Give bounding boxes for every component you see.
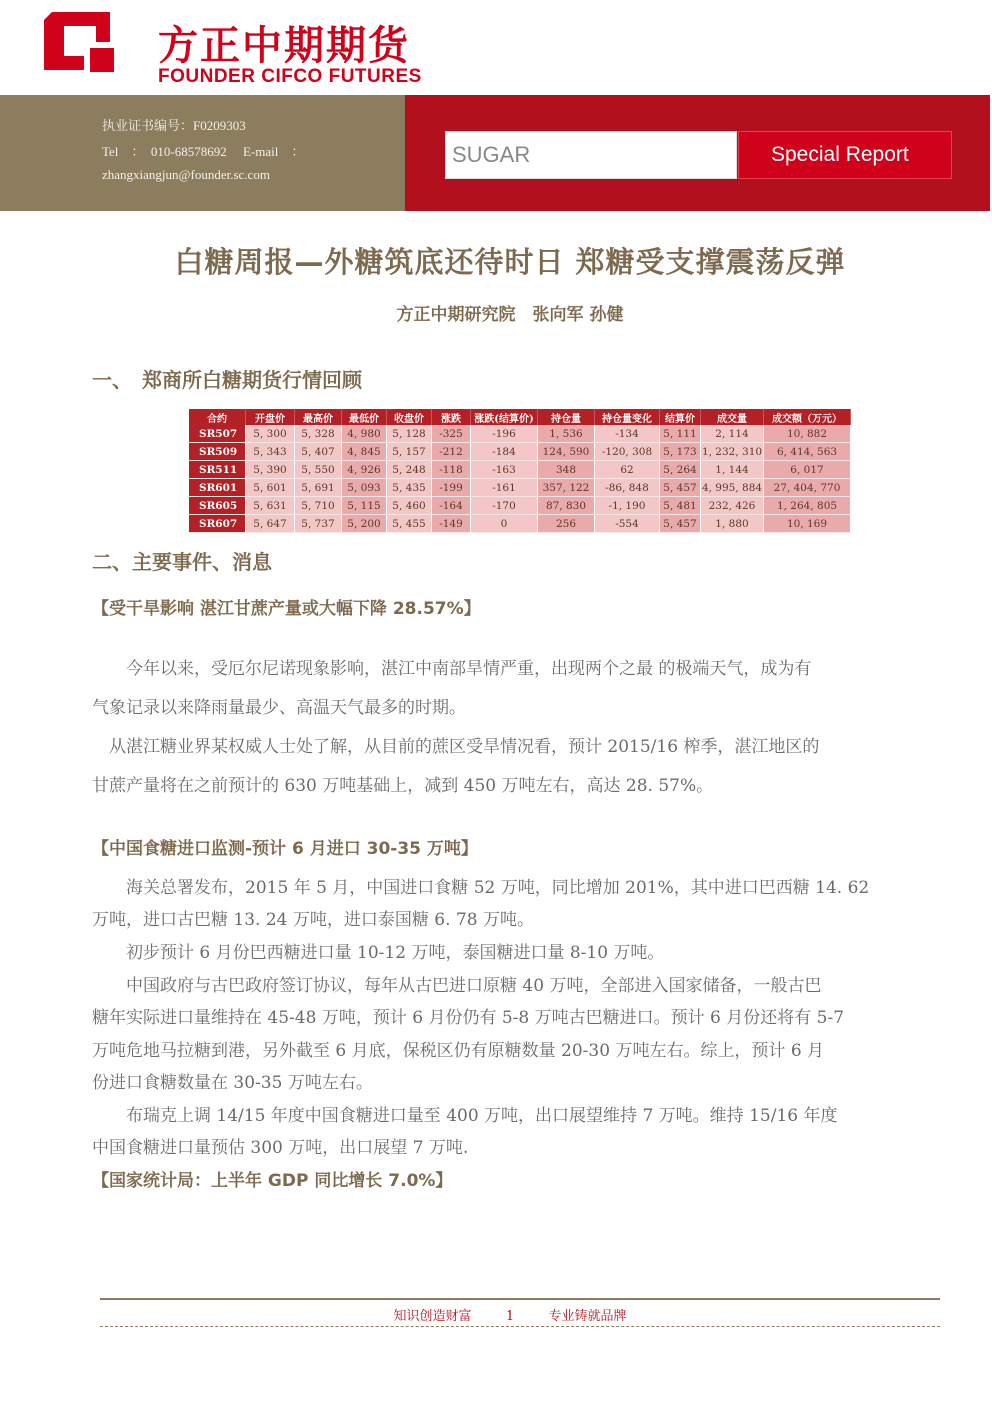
table-cell: 87, 830 [538,497,595,515]
table-cell: -164 [432,497,471,515]
table-cell: 5, 173 [660,443,701,461]
table-cell: 5, 481 [660,497,701,515]
news-paragraph-line: 万吨危地马拉糖到港，另外截至 6 月底，保税区仍有原糖数量 20-30 万吨左右。综上，预计 6 月 [92,1041,825,1061]
news-paragraph-line: 初步预计 6 月份巴西糖进口量 10-12 万吨，泰国糖进口量 8-10 万吨。 [92,943,665,963]
table-cell: 1, 264, 805 [764,497,851,515]
table-cell: 10, 169 [764,515,851,533]
column-header: 最低价 [342,409,387,425]
table-cell: -134 [595,425,660,443]
table-cell: 4, 980 [342,425,387,443]
page-number: 1 [505,1309,515,1324]
table-cell: 5, 737 [295,515,342,533]
table-cell: 5, 390 [246,461,295,479]
column-header: 结算价 [660,409,701,425]
table-cell: 357, 122 [538,479,595,497]
table-cell: 6, 017 [764,461,851,479]
table-cell: 5, 111 [660,425,701,443]
table-cell: 5, 457 [660,479,701,497]
table-row [189,443,851,461]
table-cell: 1, 232, 310 [701,443,764,461]
table-row [189,425,851,443]
news-paragraph-line: 份进口食糖数量在 30-35 万吨左右。 [92,1073,373,1093]
news-paragraph-line: 中国食糖进口量预估 300 万吨，出口展望 7 万吨. [92,1138,469,1158]
table-cell: 5, 435 [387,479,432,497]
table-cell: 5, 407 [295,443,342,461]
section-heading-news: 二、主要事件、消息 [92,550,272,574]
table-header-row [189,409,851,425]
column-header: 持仓量变化 [595,409,660,425]
footer-slogan-right: 专业铸就品牌 [548,1309,627,1324]
news-paragraph-line: 今年以来，受厄尔尼诺现象影响，湛江中南部旱情严重，出现两个之最 的极端天气，成为有 [92,659,812,679]
news-paragraph-line: 从湛江糖业界某权威人士处了解，从目前的蔗区受旱情况看，预计 2015/16 榨季，湛江地区的 [92,737,820,757]
table-cell: 5, 300 [246,425,295,443]
table-cell: 348 [538,461,595,479]
table-cell: 5, 248 [387,461,432,479]
report-title: 白糖周报—外糖筑底还待时日 郑糖受支撑震荡反弹 [174,245,846,279]
table-row [189,497,851,515]
header-band [0,95,992,211]
table-cell: -163 [471,461,538,479]
table-cell: -120, 308 [595,443,660,461]
news-paragraph-line: 万吨，进口古巴糖 13. 24 万吨，进口泰国糖 6. 78 万吨。 [92,910,534,930]
table-cell: SR607 [189,515,246,533]
news-headline: 【受干旱影响 湛江甘蔗产量或大幅下降 28.57%】 [92,599,481,619]
table-cell: 1, 144 [701,461,764,479]
table-cell: SR507 [189,425,246,443]
table-row [189,461,851,479]
product-label-box [445,131,737,179]
table-cell: 10, 882 [764,425,851,443]
table-cell: 5, 128 [387,425,432,443]
table-cell: SR511 [189,461,246,479]
table-cell: 5, 200 [342,515,387,533]
company-logo [40,8,422,88]
contact-panel [0,95,405,211]
column-header: 合约 [189,409,246,425]
column-header: 持仓量 [538,409,595,425]
table-cell: -118 [432,461,471,479]
report-authors: 方正中期研究院 张向军 孙健 [396,305,624,325]
table-cell: -161 [471,479,538,497]
section-heading-market-review: 一、 郑商所白糖期货行情回顾 [92,368,362,392]
license-number: 执业证书编号：F0209303 [102,118,246,133]
table-cell: 5, 343 [246,443,295,461]
table-cell: 1, 536 [538,425,595,443]
table-cell: 27, 404, 770 [764,479,851,497]
table-cell: 232, 426 [701,497,764,515]
table-cell: -325 [432,425,471,443]
column-header: 成交量 [701,409,764,425]
column-header: 最高价 [295,409,342,425]
table-cell: 1, 880 [701,515,764,533]
column-header: 涨跌 [432,409,471,425]
table-cell: 5, 157 [387,443,432,461]
email-address: zhangxiangjun@founder.sc.com [102,167,270,182]
table-cell: 4, 845 [342,443,387,461]
brand-name-cn: 方正中期期货 [158,23,410,69]
table-cell: -149 [432,515,471,533]
news-paragraph-line: 中国政府与古巴政府签订协议，每年从古巴进口原糖 40 万吨，全部进入国家储备，一般古巴 [92,976,822,996]
report-type-panel [405,95,990,211]
column-header: 开盘价 [246,409,295,425]
news-paragraph-line: 糖年实际进口量维持在 45-48 万吨，预计 6 月份仍有 5-8 万吨古巴糖进口。预计 6 月份还将有 5-7 [92,1008,845,1028]
table-cell: 5, 115 [342,497,387,515]
column-header: 成交额（万元） [764,409,851,425]
table-cell: 256 [538,515,595,533]
table-cell: SR605 [189,497,246,515]
table-cell: 0 [471,515,538,533]
column-header: 涨跌(结算价) [471,409,538,425]
news-headline: 【中国食糖进口监测-预计 6 月进口 30-35 万吨】 [92,839,478,859]
table-cell: 5, 460 [387,497,432,515]
table-cell: 5, 457 [660,515,701,533]
table-cell: -196 [471,425,538,443]
table-cell: 5, 691 [295,479,342,497]
table-cell: 5, 631 [246,497,295,515]
table-cell: 2, 114 [701,425,764,443]
news-paragraph-line: 甘蔗产量将在之前预计的 630 万吨基础上，减到 450 万吨左右，高达 28. 57%。 [92,776,714,796]
table-cell: -554 [595,515,660,533]
tel-line: Tel ： 010-68578692 E-mail ： [102,144,305,159]
table-cell: 6, 414, 563 [764,443,851,461]
table-cell: 5, 710 [295,497,342,515]
table-cell: -170 [471,497,538,515]
table-cell: 5, 647 [246,515,295,533]
report-type-label: Special Report [771,143,909,166]
table-cell: 5, 264 [660,461,701,479]
table-cell: 62 [595,461,660,479]
table-cell: SR509 [189,443,246,461]
table-cell: 5, 550 [295,461,342,479]
table-cell: 5, 601 [246,479,295,497]
footer-divider [100,1298,940,1300]
page-footer [0,1305,992,1324]
table-cell: -1, 190 [595,497,660,515]
column-header: 收盘价 [387,409,432,425]
table-row [189,515,851,533]
table-cell: 5, 328 [295,425,342,443]
table-cell: -199 [432,479,471,497]
table-cell: 4, 995, 884 [701,479,764,497]
news-paragraph-line: 气象记录以来降雨量最少、高温天气最多的时期。 [92,698,466,718]
logo-mark-icon [40,8,120,80]
footer-slogan-left: 知识创造财富 [393,1309,472,1324]
product-label: SUGAR [452,142,531,167]
news-paragraph-line: 布瑞克上调 14/15 年度中国食糖进口量至 400 万吨，出口展望维持 7 万吨。维持 15/16 年度 [92,1106,838,1126]
table-cell: -184 [471,443,538,461]
table-cell: 5, 093 [342,479,387,497]
news-headline: 【国家统计局：上半年 GDP 同比增长 7.0%】 [92,1171,453,1191]
table-cell: -212 [432,443,471,461]
table-cell: SR601 [189,479,246,497]
news-paragraph-line: 海关总署发布，2015 年 5 月，中国进口食糖 52 万吨，同比增加 201%，其中进口巴西糖 14. 62 [92,878,870,898]
report-type-box [738,131,952,179]
table-cell: 5, 455 [387,515,432,533]
table-cell: 4, 926 [342,461,387,479]
table-cell: -86, 848 [595,479,660,497]
footer-dotted-divider [100,1326,940,1327]
market-table [189,409,851,533]
brand-name-en: FOUNDER CIFCO FUTURES [158,66,422,87]
table-row [189,479,851,497]
table-cell: 124, 590 [538,443,595,461]
